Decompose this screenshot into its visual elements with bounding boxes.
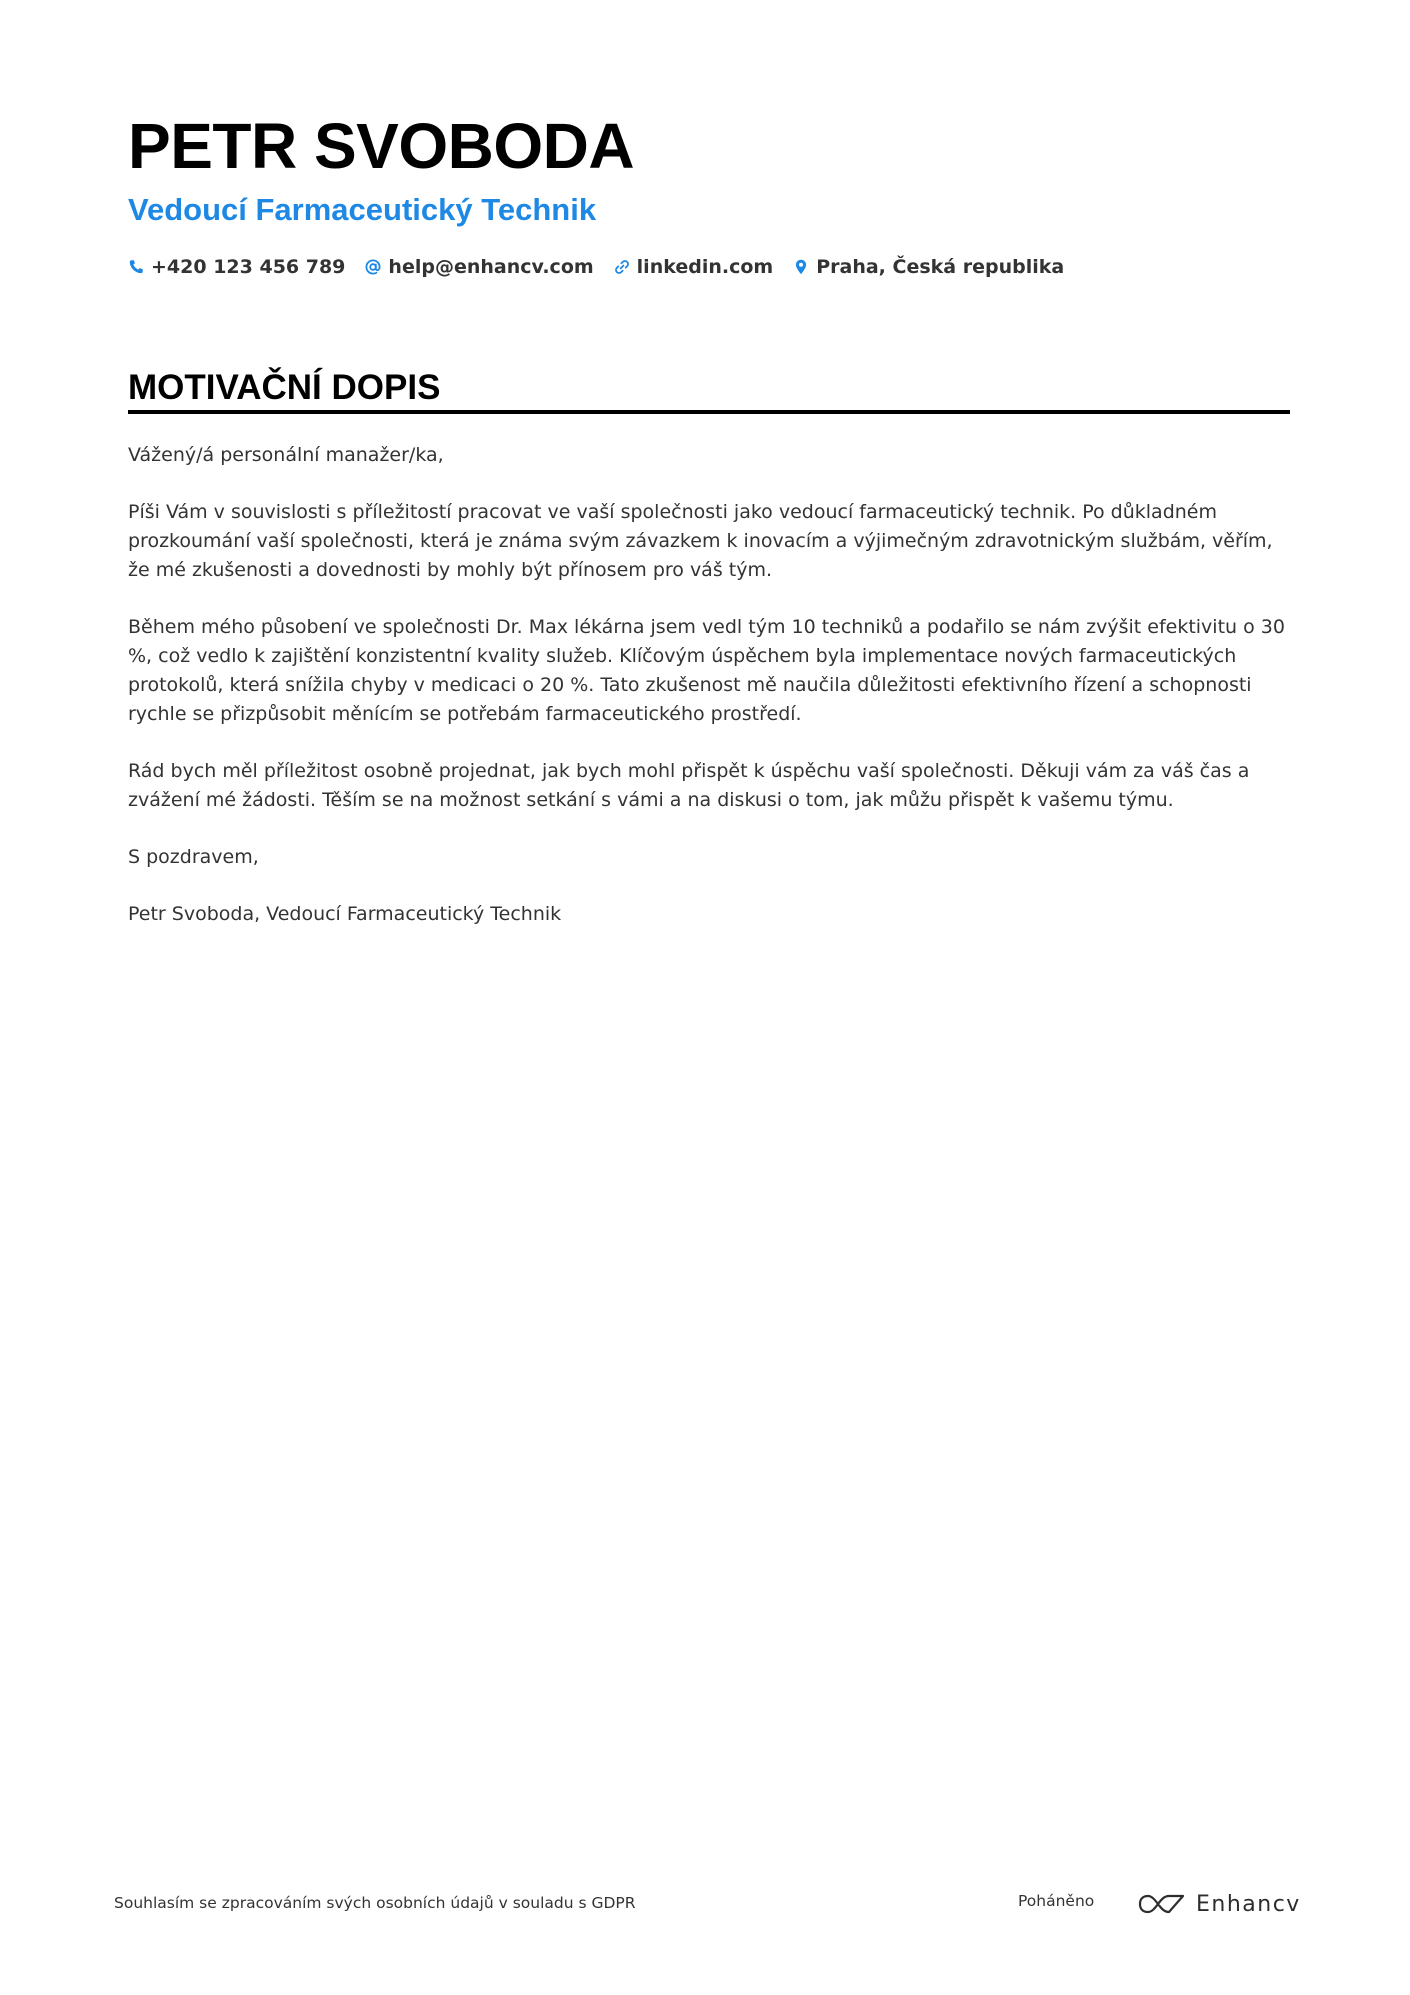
location-text: Praha, Česká republika bbox=[816, 256, 1065, 278]
letter-paragraph: Během mého působení ve společnosti Dr. Max lékárna jsem vedl tým 10 techniků a podařilo se nám zvýšit efektivitu o 30 %, což vedlo k zajištění konzistentní kvality služeb. Klíčovým úspěchem byla implementace nových farmaceutických protokolů, která snížila chyby v medicaci o 20 %. Tato zkušenost mě naučila důležitosti efektivního řízení a schopnosti rychle se přizpůsobit měnícím se potřebám farmaceutického prostředí. bbox=[128, 616, 1285, 725]
letter-signature: Petr Svoboda, Vedoucí Farmaceutický Technik bbox=[128, 903, 562, 925]
link-icon bbox=[614, 259, 630, 275]
powered-by-label: Poháněno bbox=[1018, 1892, 1095, 1910]
contact-phone bbox=[128, 256, 345, 278]
email-text[interactable]: help@enhancv.com bbox=[388, 256, 594, 278]
enhancv-logo-icon bbox=[1138, 1891, 1186, 1917]
contact-bar bbox=[128, 252, 1084, 282]
gdpr-consent: Souhlasím se zpracováním svých osobních údajů v souladu s GDPR bbox=[114, 1894, 636, 1912]
linkedin-text[interactable]: linkedin.com bbox=[636, 256, 774, 278]
enhancv-logo-text: Enhancv bbox=[1196, 1891, 1301, 1917]
letter-paragraph: Píši Vám v souvislosti s příležitostí pracovat ve vaší společnosti jako vedoucí farmaceutický technik. Po důkladném prozkoumání vaší společnosti, která je známa svým závazkem k inovacím a výjimečným zdravotnickým službám, věřím, že mé zkušenosti a dovednosti by mohly být přínosem pro váš tým. bbox=[128, 501, 1273, 581]
at-icon bbox=[365, 259, 381, 275]
location-pin-icon bbox=[793, 259, 809, 275]
section-heading: MOTIVAČNÍ DOPIS bbox=[128, 368, 441, 407]
contact-location bbox=[793, 256, 1064, 278]
letter-salutation: Vážený/á personální manažer/ka, bbox=[128, 444, 444, 466]
letter-body bbox=[128, 441, 1290, 957]
phone-text: +420 123 456 789 bbox=[151, 256, 346, 278]
letter-closing: S pozdravem, bbox=[128, 846, 259, 868]
candidate-name: PETR SVOBODA bbox=[128, 110, 635, 182]
contact-email bbox=[365, 256, 593, 278]
phone-icon bbox=[128, 259, 144, 275]
candidate-job-title: Vedoucí Farmaceutický Technik bbox=[128, 192, 597, 227]
letter-paragraph: Rád bych měl příležitost osobně projednat, jak bych mohl přispět k úspěchu vaší společnosti. Děkuji vám za váš čas a zvážení mé žádosti. Těším se na možnost setkání s vámi a na diskusi o tom, jak můžu přispět k vašemu týmu. bbox=[128, 760, 1250, 811]
enhancv-logo[interactable] bbox=[1138, 1889, 1301, 1919]
contact-linkedin bbox=[614, 256, 774, 278]
section-divider bbox=[128, 410, 1290, 414]
